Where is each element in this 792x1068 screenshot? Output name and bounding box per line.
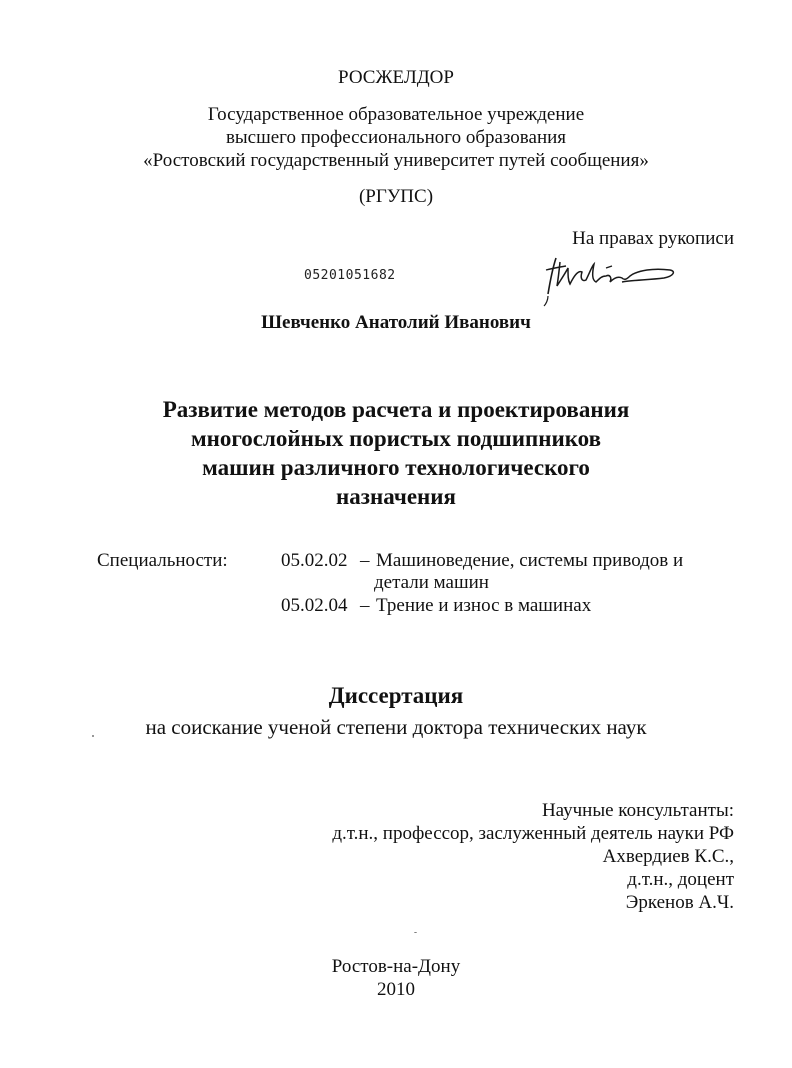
title-line-4: назначения: [336, 484, 456, 509]
degree-subtitle: на соискание ученой степени доктора технических наук: [145, 715, 647, 739]
consultants-label: Научные консультанты:: [541, 800, 734, 821]
institution-line-1: Государственное образовательное учреждение: [207, 104, 585, 125]
specialty-dash: –: [360, 595, 370, 616]
specialty-text-continued: детали машин: [374, 572, 489, 593]
degree-heading: Диссертация: [328, 683, 464, 708]
institution-line-2: высшего профессионального образования: [225, 127, 567, 148]
scan-speck: [414, 932, 417, 933]
specialty-text: Трение и износ в машинах: [376, 595, 592, 616]
consultant-credentials: д.т.н., профессор, заслуженный деятель науки РФ: [332, 823, 734, 844]
catalog-number: 05201051682: [304, 268, 396, 283]
institution-abbr: (РГУПС): [358, 186, 434, 207]
specialty-code: 05.02.02: [281, 550, 348, 571]
specialty-code: 05.02.04: [281, 595, 348, 616]
author-name: Шевченко Анатолий Иванович: [261, 312, 531, 333]
author-signature: [538, 250, 688, 310]
scan-speck: [92, 735, 94, 737]
year: 2010: [377, 979, 415, 1000]
specialty-dash: –: [360, 550, 370, 571]
specialty-text: Машиноведение, системы приводов и: [376, 550, 684, 571]
title-line-2: многослойных пористых подшипников: [190, 426, 602, 451]
city: Ростов-на-Дону: [331, 956, 461, 977]
consultant-credentials: д.т.н., доцент: [627, 869, 734, 890]
manuscript-note: На правах рукописи: [572, 228, 734, 249]
institution-line-3: «Ростовский государственный университет путей сообщения»: [143, 150, 649, 171]
consultant-name: Ахвердиев К.С.,: [602, 846, 734, 867]
org-name: РОСЖЕЛДОР: [338, 67, 454, 88]
title-line-3: машин различного технологического: [202, 455, 590, 480]
title-line-1: Развитие методов расчета и проектирования: [162, 397, 630, 422]
consultant-name: Эркенов А.Ч.: [625, 892, 734, 913]
specialties-label: Специальности:: [97, 550, 228, 571]
